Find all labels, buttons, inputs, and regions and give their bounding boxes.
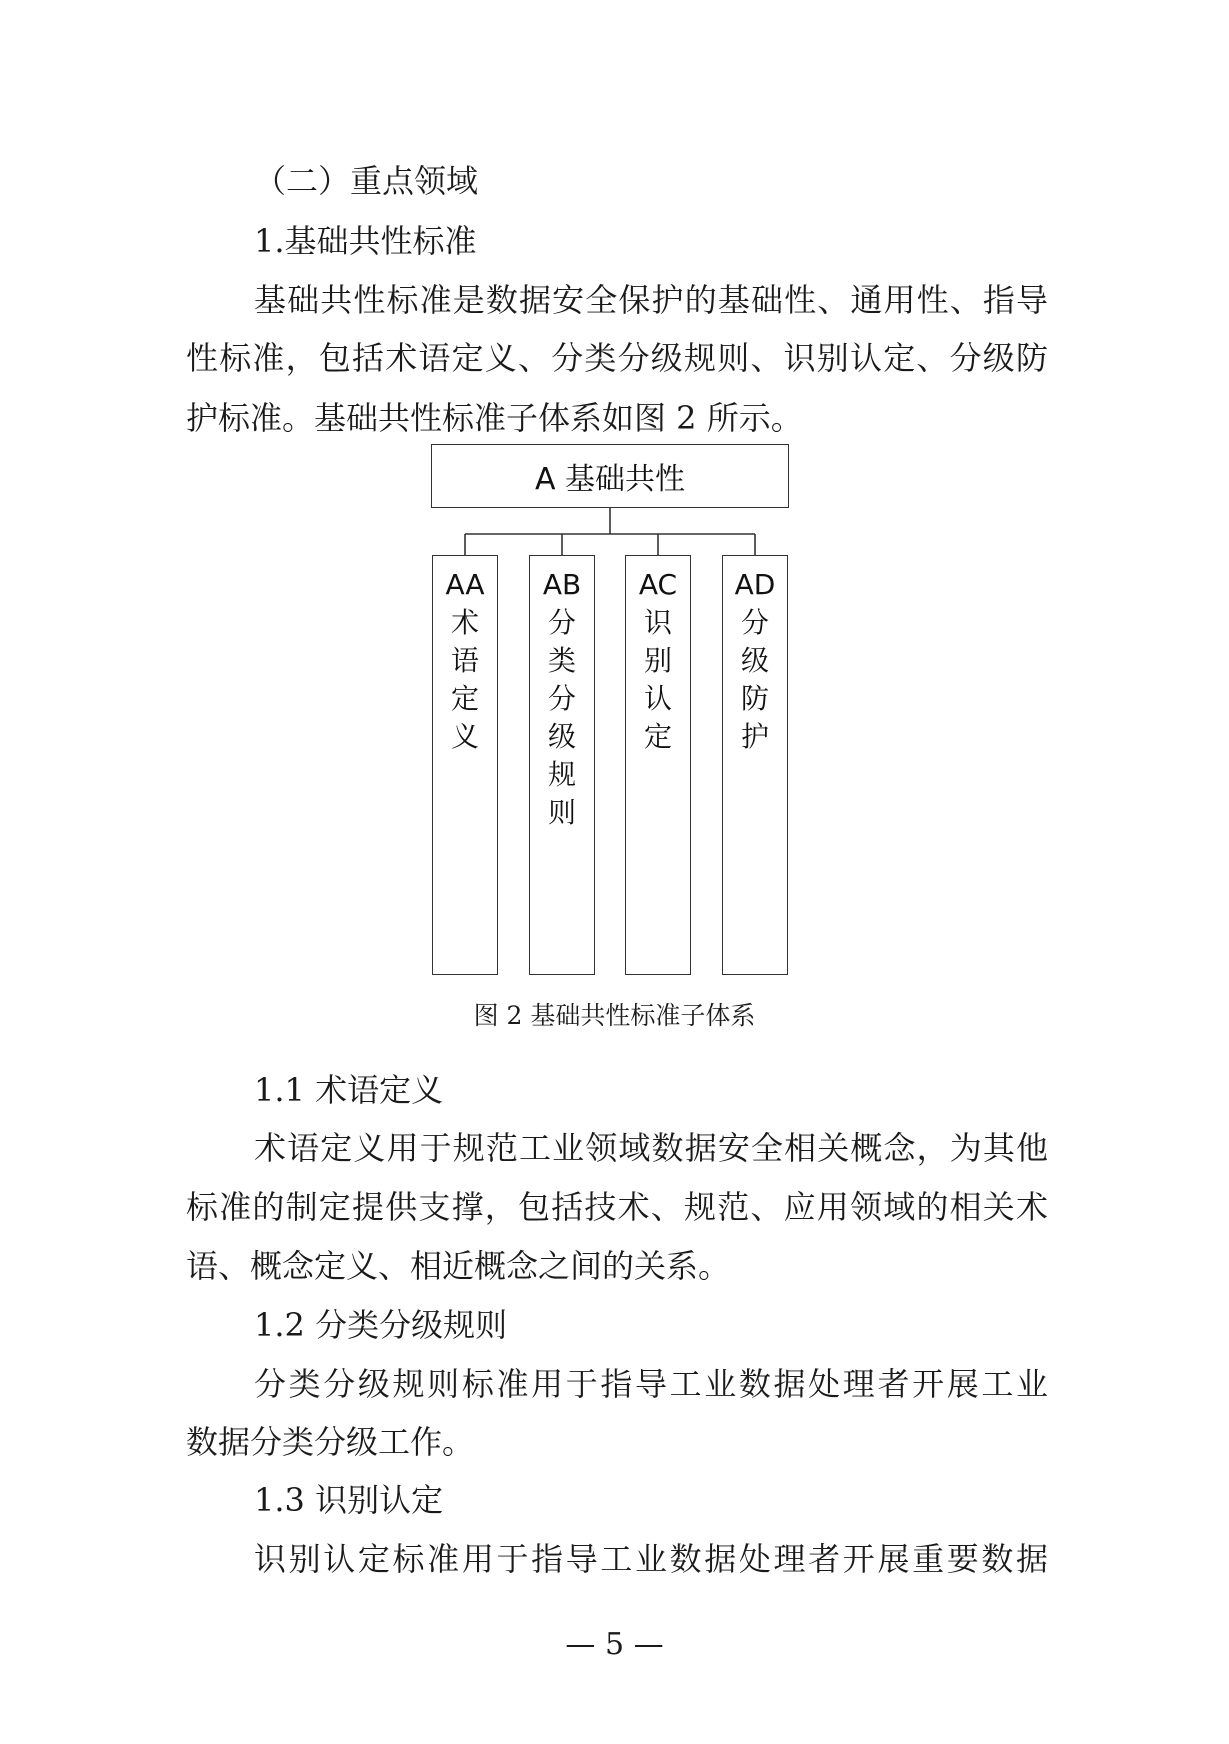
diagram-node-ab bbox=[529, 555, 595, 975]
s1-3-heading: 1.3 识别认定 bbox=[254, 1481, 444, 1519]
node-code: AD bbox=[734, 568, 776, 601]
diagram-node-ad bbox=[722, 555, 788, 975]
node-char: 级 bbox=[740, 644, 769, 677]
page-number: — 5 — bbox=[565, 1627, 664, 1662]
node-char: 义 bbox=[450, 720, 479, 753]
intro-line-2: 性标准，包括术语定义、分类分级规则、识别认定、分级防 bbox=[186, 339, 1048, 377]
diagram-root-node: A 基础共性 bbox=[431, 444, 789, 508]
diagram-node-aa bbox=[432, 555, 498, 975]
node-char: 认 bbox=[643, 682, 672, 715]
s1-1-line-3: 语、概念定义、相近概念之间的关系。 bbox=[186, 1247, 731, 1285]
s1-2-heading: 1.2 分类分级规则 bbox=[254, 1306, 508, 1344]
s1-2-line-2: 数据分类分级工作。 bbox=[186, 1423, 475, 1461]
node-code: AB bbox=[542, 568, 582, 601]
s1-2-line-1: 分类分级规则标准用于指导工业数据处理者开展工业 bbox=[254, 1365, 1048, 1403]
intro-line-3: 护标准。基础共性标准子体系如图 2 所示。 bbox=[186, 399, 803, 437]
node-char: 术 bbox=[450, 606, 479, 639]
node-char: 则 bbox=[547, 796, 576, 829]
node-char: 定 bbox=[643, 720, 672, 753]
node-char: 护 bbox=[740, 720, 769, 753]
node-char: 分 bbox=[547, 606, 576, 639]
node-char: 别 bbox=[643, 644, 672, 677]
figure-caption: 图 2 基础共性标准子体系 bbox=[473, 1001, 756, 1030]
node-char: 类 bbox=[547, 644, 576, 677]
node-char: 分 bbox=[547, 682, 576, 715]
s1-3-line-1: 识别认定标准用于指导工业数据处理者开展重要数据 bbox=[254, 1540, 1048, 1578]
s1-1-line-1: 术语定义用于规范工业领域数据安全相关概念，为其他 bbox=[254, 1129, 1048, 1167]
node-code: AC bbox=[638, 568, 678, 601]
node-char: 语 bbox=[450, 644, 479, 677]
node-char: 规 bbox=[547, 758, 576, 791]
section-heading: （二）重点领域 bbox=[254, 162, 479, 200]
node-code: AA bbox=[445, 568, 485, 601]
s1-1-heading: 1.1 术语定义 bbox=[254, 1071, 444, 1109]
node-char: 防 bbox=[740, 682, 769, 715]
node-char: 定 bbox=[450, 682, 479, 715]
subsection-heading: 1.基础共性标准 bbox=[254, 222, 477, 260]
node-char: 级 bbox=[547, 720, 576, 753]
intro-line-1: 基础共性标准是数据安全保护的基础性、通用性、指导 bbox=[254, 281, 1048, 319]
diagram-node-ac bbox=[625, 555, 691, 975]
s1-1-line-2: 标准的制定提供支撑，包括技术、规范、应用领域的相关术 bbox=[186, 1188, 1048, 1226]
node-char: 分 bbox=[740, 606, 769, 639]
node-char: 识 bbox=[643, 606, 672, 639]
